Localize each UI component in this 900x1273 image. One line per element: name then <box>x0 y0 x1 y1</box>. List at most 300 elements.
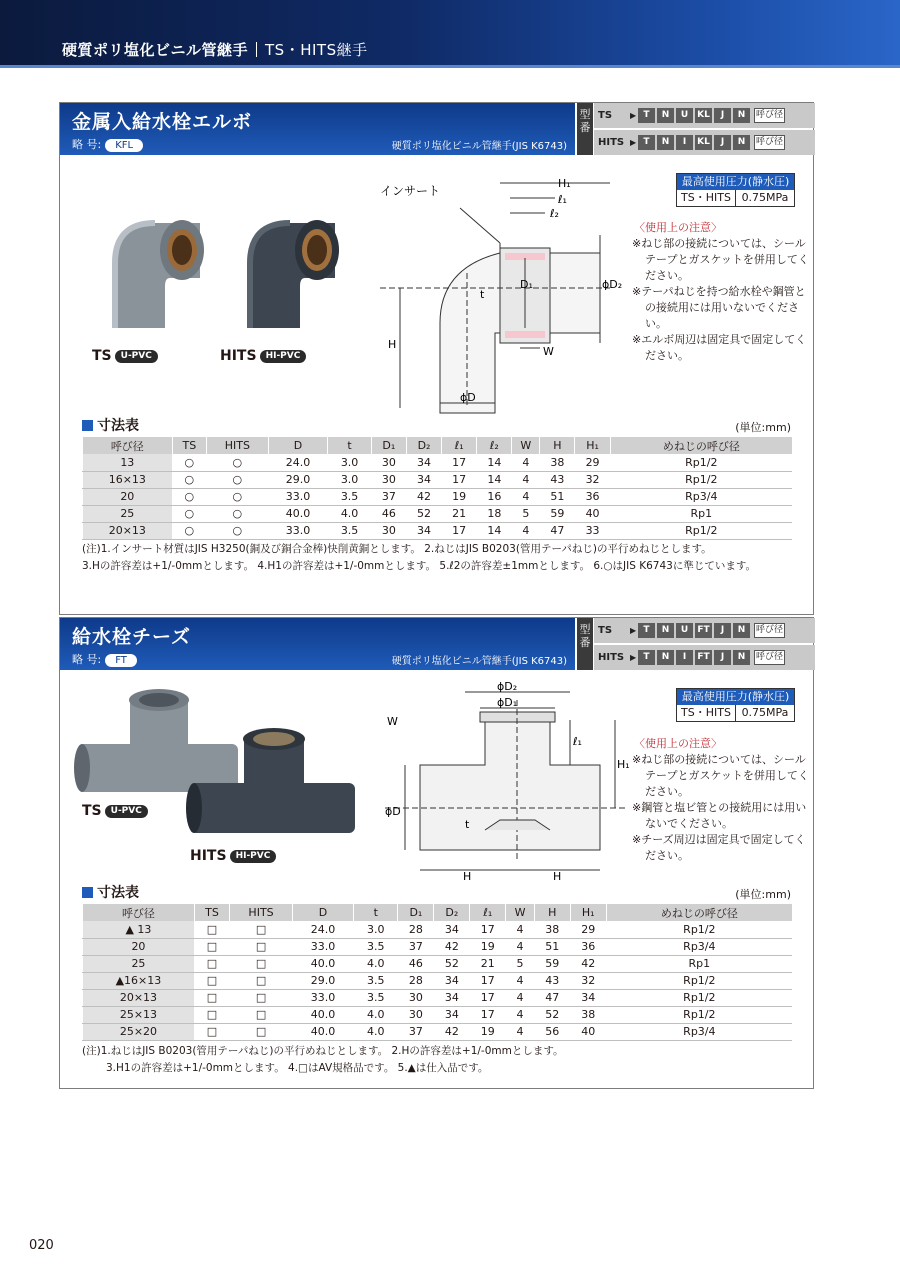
table-cell: 32 <box>575 471 610 488</box>
header-divider <box>256 42 257 57</box>
table-column-header: H <box>534 904 570 921</box>
model-code-box: I <box>676 135 693 150</box>
table-cell: 34 <box>434 972 470 989</box>
table-cell: 33 <box>575 522 610 539</box>
page-number: 020 <box>29 1238 54 1253</box>
table-cell: Rp1/2 <box>610 454 792 471</box>
table-cell: ○ <box>207 471 268 488</box>
table-cell: 59 <box>534 955 570 972</box>
table-cell: ○ <box>207 505 268 522</box>
table-cell: 17 <box>470 972 506 989</box>
note-line: 3.Hの許容差は+1/-0mmとします。 4.H1の許容差は+1/-0mmとします。 5.ℓ2の許容差±1mmとします。 6.○はJIS K6743に準じています。 <box>82 560 756 572</box>
table-cell: ○ <box>172 522 206 539</box>
table-cell: 37 <box>398 938 434 955</box>
table-cell: 3.5 <box>354 972 398 989</box>
table-cell: 4.0 <box>328 505 371 522</box>
table-cell: 30 <box>371 471 406 488</box>
dim-label-t: t <box>465 818 470 831</box>
table-cell: 3.5 <box>328 522 371 539</box>
table-cell: 28 <box>398 921 434 938</box>
table-cell: 34 <box>406 522 441 539</box>
usage-cautions <box>632 220 812 364</box>
table-cell: 21 <box>442 505 477 522</box>
table-cell: 4 <box>512 454 540 471</box>
pressure-type: TS・HITS <box>677 190 736 206</box>
table-cell: 4.0 <box>354 955 398 972</box>
unit-label: (単位:mm) <box>735 888 791 901</box>
max-pressure-label: 最高使用圧力(静水圧) <box>677 174 794 190</box>
model-code-box: J <box>714 650 731 665</box>
model-code-box: U <box>676 623 693 638</box>
dim-label-d: ϕD <box>385 805 401 818</box>
dim-label-d2: ϕD₂ <box>602 278 623 291</box>
table-column-header: D <box>268 437 328 454</box>
table-cell: Rp1/2 <box>606 921 792 938</box>
max-pressure-box <box>676 688 795 722</box>
material-badge: HI-PVC <box>260 350 307 363</box>
table-row <box>83 471 793 488</box>
table-row <box>83 972 793 989</box>
table-column-header: D₂ <box>406 437 441 454</box>
table-cell: 5 <box>512 505 540 522</box>
table-cell: 3.0 <box>328 471 371 488</box>
table-cell: □ <box>230 921 293 938</box>
table-cell: 34 <box>434 989 470 1006</box>
table-row <box>83 488 793 505</box>
pressure-type: TS・HITS <box>677 705 736 721</box>
hits-elbow-photo <box>225 208 350 333</box>
dim-label-l1: ℓ₁ <box>558 193 567 206</box>
table-cell: 40.0 <box>268 505 328 522</box>
model-number-label: 型番 <box>577 103 593 155</box>
table-cell: 38 <box>570 1006 606 1023</box>
dim-label-h: H <box>463 870 472 883</box>
model-row-name: HITS <box>598 137 625 148</box>
model-code-box: N <box>657 650 674 665</box>
table-cell: □ <box>194 989 229 1006</box>
table-cell: ○ <box>172 505 206 522</box>
table-cell: 19 <box>442 488 477 505</box>
model-code-box: FT <box>695 623 712 638</box>
table-cell: 4.0 <box>354 1023 398 1040</box>
max-pressure-row <box>677 190 794 206</box>
table-cell: 17 <box>470 1006 506 1023</box>
dim-label-d2: ϕD₂ <box>497 680 518 693</box>
table-column-header: HITS <box>207 437 268 454</box>
product-name: TS <box>82 803 102 819</box>
model-code-box: T <box>638 108 655 123</box>
hits-product-label <box>190 848 276 864</box>
caution-title: 〈使用上の注意〉 <box>634 221 722 234</box>
dim-label-w: W <box>543 345 554 358</box>
table-cell: 3.0 <box>328 454 371 471</box>
section-elbow <box>59 102 814 615</box>
table-cell: □ <box>230 1023 293 1040</box>
table-cell: 4 <box>506 1006 535 1023</box>
model-code-box: U <box>676 108 693 123</box>
model-code-box: N <box>657 135 674 150</box>
table-cell: □ <box>194 1006 229 1023</box>
table-column-header: W <box>506 904 535 921</box>
caution-item: ※鋼管と塩ビ管との接続用には用いないでください。 <box>632 801 807 830</box>
table-cell: 28 <box>398 972 434 989</box>
table-cell: Rp1 <box>606 955 792 972</box>
table-column-header: D₁ <box>371 437 406 454</box>
arrow-right-icon: ▶ <box>630 653 637 662</box>
table-cell: 4 <box>512 488 540 505</box>
dimension-table-heading <box>82 415 139 435</box>
nominal-size-cell: 25 <box>83 505 173 522</box>
nominal-size-cell: 20×13 <box>83 522 173 539</box>
table-cell: 42 <box>434 1023 470 1040</box>
model-row-name: TS <box>598 110 613 121</box>
table-cell: 17 <box>470 921 506 938</box>
dimension-table-title: 寸法表 <box>97 418 139 434</box>
table-column-header: ℓ₂ <box>477 437 512 454</box>
ts-elbow-photo <box>90 208 215 333</box>
table-cell: 32 <box>570 972 606 989</box>
usage-cautions <box>632 736 812 864</box>
table-column-header: ℓ₁ <box>442 437 477 454</box>
model-code-box: KL <box>695 135 712 150</box>
model-code-suffix: 呼び径 <box>754 650 785 665</box>
table-cell: 40 <box>575 505 610 522</box>
table-cell: 4 <box>512 471 540 488</box>
table-row <box>83 938 793 955</box>
table-cell: 52 <box>534 1006 570 1023</box>
table-cell: 34 <box>406 471 441 488</box>
table-cell: 52 <box>434 955 470 972</box>
abbr-label: 略 号: <box>72 653 102 666</box>
table-cell: 17 <box>470 989 506 1006</box>
table-cell: ○ <box>172 488 206 505</box>
table-cell: 24.0 <box>292 921 353 938</box>
nominal-size-cell: 20×13 <box>83 989 195 1006</box>
table-cell: 29.0 <box>268 471 328 488</box>
hits-tee-photo <box>182 723 367 848</box>
table-cell: 4 <box>512 522 540 539</box>
table-cell: □ <box>230 955 293 972</box>
table-row <box>83 921 793 938</box>
table-column-header: めねじの呼び径 <box>610 437 792 454</box>
table-cell: 4 <box>506 938 535 955</box>
model-code-box: J <box>714 108 731 123</box>
model-code-box: N <box>733 108 750 123</box>
model-row-hits <box>594 645 815 670</box>
nominal-size-cell: 16×13 <box>83 471 173 488</box>
standard-label: 硬質ポリ塩化ビニル管継手(JIS K6743) <box>391 141 567 152</box>
table-row <box>83 989 793 1006</box>
ts-product-label <box>92 348 158 364</box>
model-code-box: N <box>733 650 750 665</box>
table-column-header: H <box>540 437 575 454</box>
table-row <box>83 1023 793 1040</box>
model-code-box: T <box>638 623 655 638</box>
model-code-box: T <box>638 135 655 150</box>
dimension-table-title: 寸法表 <box>97 885 139 901</box>
unit-label: (単位:mm) <box>735 421 791 434</box>
nominal-size-cell: 20 <box>83 488 173 505</box>
table-cell: □ <box>194 1023 229 1040</box>
table-cell: □ <box>230 989 293 1006</box>
square-bullet-icon <box>82 887 93 898</box>
nominal-size-cell: 25×13 <box>83 1006 195 1023</box>
model-code-box: N <box>657 623 674 638</box>
section-title: 給水栓チーズ <box>72 626 192 648</box>
standard-label: 硬質ポリ塩化ビニル管継手(JIS K6743) <box>391 656 567 667</box>
table-cell: 52 <box>406 505 441 522</box>
caution-item: ※ねじ部の接続については、シールテープとガスケットを併用してください。 <box>632 237 809 282</box>
model-row-name: HITS <box>598 652 625 663</box>
elbow-dimension-drawing <box>380 173 623 413</box>
nominal-size-cell: 25×20 <box>83 1023 195 1040</box>
table-cell: 33.0 <box>268 522 328 539</box>
model-number-label: 型番 <box>577 618 593 670</box>
table-cell: 29.0 <box>292 972 353 989</box>
table-cell: Rp1/2 <box>606 1006 792 1023</box>
page-header-bar <box>0 0 900 68</box>
table-cell: 47 <box>540 522 575 539</box>
table-cell: 24.0 <box>268 454 328 471</box>
header-title: 硬質ポリ塩化ビニル管継手 <box>62 41 249 59</box>
table-cell: Rp3/4 <box>610 488 792 505</box>
material-badge: U-PVC <box>115 350 158 363</box>
table-cell: 43 <box>534 972 570 989</box>
table-row <box>83 454 793 471</box>
model-code-box: N <box>657 108 674 123</box>
table-cell: □ <box>230 938 293 955</box>
model-code-box: N <box>733 623 750 638</box>
hits-product-label <box>220 348 306 364</box>
caution-item: ※エルボ周辺は固定具で固定してください。 <box>632 333 807 362</box>
table-cell: 18 <box>477 505 512 522</box>
table-cell: 46 <box>398 955 434 972</box>
table-cell: 40.0 <box>292 955 353 972</box>
table-cell: 17 <box>442 454 477 471</box>
product-name: HITS <box>220 348 257 364</box>
table-cell: 33.0 <box>292 989 353 1006</box>
dim-label-d: ϕD <box>460 391 476 404</box>
table-column-header: D <box>292 904 353 921</box>
max-pressure-box <box>676 173 795 207</box>
model-number-panel <box>577 103 815 155</box>
table-cell: 30 <box>371 454 406 471</box>
model-code-box: J <box>714 623 731 638</box>
caution-item: ※テーパねじを持つ給水栓や鋼管との接続用には用いないでください。 <box>632 285 806 330</box>
table-cell: Rp1/2 <box>610 522 792 539</box>
tee-dimension-drawing <box>385 680 630 883</box>
table-cell: 21 <box>470 955 506 972</box>
table-cell: 19 <box>470 1023 506 1040</box>
model-row-ts <box>594 103 815 128</box>
dim-label-l2: ℓ₂ <box>550 207 559 220</box>
section-tee <box>59 617 814 1089</box>
table-cell: 29 <box>575 454 610 471</box>
nominal-size-cell: ▲ 13 <box>83 921 195 938</box>
table-column-header: ℓ₁ <box>470 904 506 921</box>
table-cell: 19 <box>470 938 506 955</box>
table-cell: 29 <box>570 921 606 938</box>
table-row <box>83 522 793 539</box>
table-cell: 34 <box>434 1006 470 1023</box>
table-cell: 30 <box>398 989 434 1006</box>
table-cell: □ <box>194 955 229 972</box>
table-cell: 3.5 <box>328 488 371 505</box>
table-column-header: W <box>512 437 540 454</box>
table-cell: ○ <box>172 454 206 471</box>
table-cell: 51 <box>540 488 575 505</box>
ts-product-label <box>82 803 148 819</box>
note-line: 3.H1の許容差は+1/-0mmとします。 4.□はAV規格品です。 5.▲は仕入品です。 <box>106 1062 489 1074</box>
table-column-header: 呼び径 <box>83 437 173 454</box>
caution-title: 〈使用上の注意〉 <box>634 737 722 750</box>
product-name: HITS <box>190 848 227 864</box>
table-cell: 17 <box>442 471 477 488</box>
note-line: (注)1.ねじはJIS B0203(管用テーパねじ)の平行めねじとします。 2.Hの許容差は+1/-0mmとします。 <box>82 1045 564 1057</box>
model-code-box: I <box>676 650 693 665</box>
table-cell: 33.0 <box>268 488 328 505</box>
dimension-table <box>82 904 792 1041</box>
material-badge: HI-PVC <box>230 850 277 863</box>
model-code-box: N <box>733 135 750 150</box>
material-badge: U-PVC <box>105 805 148 818</box>
table-cell: 43 <box>540 471 575 488</box>
table-cell: 16 <box>477 488 512 505</box>
dim-label-t: t <box>480 288 485 301</box>
table-cell: 46 <box>371 505 406 522</box>
table-cell: 38 <box>540 454 575 471</box>
dimension-table-heading <box>82 882 139 902</box>
table-cell: 59 <box>540 505 575 522</box>
nominal-size-cell: 20 <box>83 938 195 955</box>
table-cell: 37 <box>398 1023 434 1040</box>
table-cell: 4 <box>506 972 535 989</box>
arrow-right-icon: ▶ <box>630 626 637 635</box>
dim-label-d1: ϕD₁ <box>497 696 518 709</box>
dim-label-h: H <box>388 338 397 351</box>
table-cell: 33.0 <box>292 938 353 955</box>
table-column-header: D₂ <box>434 904 470 921</box>
table-cell: 3.5 <box>354 938 398 955</box>
table-notes <box>82 541 756 575</box>
dimension-table <box>82 437 792 540</box>
dim-label-d1: D₁ <box>520 278 533 291</box>
dim-label-h: H <box>553 870 562 883</box>
abbreviation <box>72 136 143 152</box>
table-cell: 30 <box>371 522 406 539</box>
model-code-box: KL <box>695 108 712 123</box>
table-cell: Rp1/2 <box>606 972 792 989</box>
max-pressure-label: 最高使用圧力(静水圧) <box>677 689 794 705</box>
table-cell: □ <box>194 921 229 938</box>
header-stripe <box>0 65 900 68</box>
arrow-right-icon: ▶ <box>630 111 637 120</box>
table-cell: 14 <box>477 454 512 471</box>
table-cell: 47 <box>534 989 570 1006</box>
nominal-size-cell: 25 <box>83 955 195 972</box>
table-cell: 51 <box>534 938 570 955</box>
section-title-bar <box>60 618 575 670</box>
model-row-name: TS <box>598 625 613 636</box>
model-code-suffix: 呼び径 <box>754 135 785 150</box>
table-column-header: H₁ <box>570 904 606 921</box>
pressure-value: 0.75MPa <box>741 706 789 719</box>
table-row <box>83 505 793 522</box>
dim-label-w: W <box>387 715 398 728</box>
table-cell: Rp1 <box>610 505 792 522</box>
model-row-hits <box>594 130 815 155</box>
table-notes <box>82 1043 564 1077</box>
table-cell: 42 <box>406 488 441 505</box>
table-cell: ○ <box>207 454 268 471</box>
table-cell: □ <box>230 1006 293 1023</box>
table-column-header: 呼び径 <box>83 904 195 921</box>
table-column-header: H₁ <box>575 437 610 454</box>
table-cell: □ <box>194 938 229 955</box>
model-number-panel <box>577 618 815 670</box>
table-cell: 36 <box>570 938 606 955</box>
table-cell: 40 <box>570 1023 606 1040</box>
table-cell: ○ <box>172 471 206 488</box>
table-row <box>83 1006 793 1023</box>
table-column-header: HITS <box>230 904 293 921</box>
abbr-label: 略 号: <box>72 138 102 151</box>
table-column-header: D₁ <box>398 904 434 921</box>
section-title-bar <box>60 103 575 155</box>
arrow-right-icon: ▶ <box>630 138 637 147</box>
max-pressure-row <box>677 705 794 721</box>
table-cell: 56 <box>534 1023 570 1040</box>
table-cell: 4 <box>506 989 535 1006</box>
abbr-code-badge: FT <box>105 654 137 667</box>
table-cell: 3.0 <box>354 921 398 938</box>
model-code-suffix: 呼び径 <box>754 623 785 638</box>
product-name: TS <box>92 348 112 364</box>
table-cell: 30 <box>398 1006 434 1023</box>
table-cell: Rp1/2 <box>606 989 792 1006</box>
table-cell: 40.0 <box>292 1006 353 1023</box>
caution-item: ※チーズ周辺は固定具で固定してください。 <box>632 833 806 862</box>
header-subtitle: TS・HITS継手 <box>265 41 368 59</box>
nominal-size-cell: 13 <box>83 454 173 471</box>
nominal-size-cell: ▲16×13 <box>83 972 195 989</box>
table-cell: ○ <box>207 488 268 505</box>
table-cell: 17 <box>442 522 477 539</box>
model-code-box: T <box>638 650 655 665</box>
table-cell: 34 <box>434 921 470 938</box>
dim-label-h1: H₁ <box>617 758 630 771</box>
table-cell: Rp3/4 <box>606 938 792 955</box>
table-column-header: めねじの呼び径 <box>606 904 792 921</box>
square-bullet-icon <box>82 420 93 431</box>
table-cell: 40.0 <box>292 1023 353 1040</box>
table-cell: 4 <box>506 921 535 938</box>
table-cell: □ <box>194 972 229 989</box>
table-column-header: TS <box>172 437 206 454</box>
table-cell: 34 <box>570 989 606 1006</box>
table-cell: □ <box>230 972 293 989</box>
pressure-value: 0.75MPa <box>741 191 789 204</box>
table-cell: Rp3/4 <box>606 1023 792 1040</box>
table-cell: 4.0 <box>354 1006 398 1023</box>
table-cell: 5 <box>506 955 535 972</box>
table-cell: 14 <box>477 471 512 488</box>
caution-item: ※ねじ部の接続については、シールテープとガスケットを併用してください。 <box>632 753 809 798</box>
model-code-box: J <box>714 135 731 150</box>
table-column-header: t <box>354 904 398 921</box>
table-cell: 4 <box>506 1023 535 1040</box>
table-cell: ○ <box>207 522 268 539</box>
